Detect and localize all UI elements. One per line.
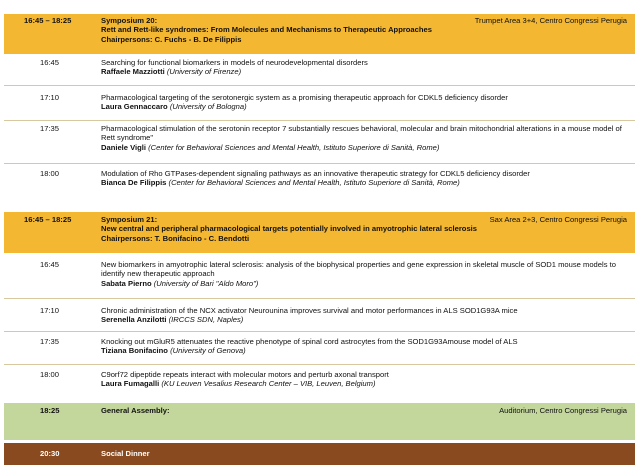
talk-affiliation: (University of Bologna) [169, 102, 247, 112]
talk-title: Searching for functional biomarkers in models of neurodevelopmental disorders [101, 58, 368, 67]
dinner-title: Social Dinner [101, 449, 150, 458]
talk-title: New biomarkers in amyotrophic lateral sclerosis: analysis of the biophysical properties and gene expression in skeletal muscle of SOD1 mouse models to identify new therapeutic approach [101, 260, 616, 279]
social-dinner-row [4, 443, 635, 465]
session-title: Symposium 21: [101, 215, 158, 224]
symposium-21-header [4, 212, 635, 253]
session-location: Sax Area 2+3, Centro Congressi Perugia [489, 215, 627, 224]
talk-affiliation: (Center for Behavioral Sciences and Mental Health, Istituto Superiore di Sanità, Rome) [168, 178, 460, 188]
session-chairpersons: Chairpersons: C. Fuchs - B. De Filippis [101, 34, 242, 44]
row-divider [4, 163, 635, 164]
session-subtitle: New central and peripheral pharmacological targets potentially involved in amyotrophic lateral sclerosis [101, 224, 478, 234]
talk-speaker: Daniele Vigli [101, 142, 147, 152]
talk-speaker: Bianca De Filippis [101, 178, 167, 188]
row-divider [4, 331, 635, 332]
talk-title: Pharmacological stimulation of the serotonin receptor 7 substantially rescues behavioral, molecular and brain mitochondrial alterations in a mouse model of Rett syndrome" [101, 124, 622, 143]
talk-speaker: Laura Fumagalli [101, 379, 160, 389]
session-subtitle: Rett and Rett-like syndromes: From Molecules and Mechanisms to Therapeutic Approaches [101, 25, 432, 35]
row-divider [4, 85, 635, 86]
row-divider [4, 120, 635, 121]
talk-speaker: Sabata Pierno [101, 278, 152, 288]
talk-time: 16:45 [40, 58, 60, 67]
row-divider [4, 364, 635, 365]
talk-affiliation: (IRCCS SDN, Naples) [166, 315, 244, 325]
talk-speaker: Serenella Anzilotti [101, 315, 167, 325]
session-title: Symposium 20: [101, 16, 158, 25]
assembly-location: Auditorium, Centro Congressi Perugia [499, 406, 627, 415]
talk-affiliation: (University of Bari "Aldo Moro") [153, 278, 259, 288]
talk-time: 17:10 [40, 306, 60, 315]
talk-time: 17:35 [40, 124, 60, 133]
session-chairpersons: Chairpersons: T. Bonifacino - C. Bendotti [101, 233, 250, 243]
talk-title: Modulation of Rho GTPases-dependent signaling pathways as an innovative therapeutic strategy for CDKL5 deficiency disorder [101, 169, 530, 178]
talk-speaker: Raffaele Mazziotti [101, 67, 165, 77]
talk-time: 16:45 [40, 260, 60, 269]
talk-speaker: Laura Gennaccaro [101, 102, 168, 112]
session-location: Trumpet Area 3+4, Centro Congressi Perugia [474, 16, 627, 25]
general-assembly-row [4, 403, 635, 440]
talk-time: 17:35 [40, 337, 60, 346]
talk-time: 18:00 [40, 370, 60, 379]
talk-affiliation: (University of Firenze) [166, 67, 242, 77]
assembly-time: 18:25 [40, 406, 60, 415]
talk-title: C9orf72 dipeptide repeats interact with molecular motors and perturb axonal transport [101, 370, 389, 379]
assembly-title: General Assembly: [101, 406, 170, 415]
talk-time: 18:00 [40, 169, 60, 178]
talk-affiliation: (KU Leuven Vesalius Research Center – VIB, Leuven, Belgium) [161, 379, 376, 389]
symposium-20-header [4, 14, 635, 54]
session-time: 16:45 – 18:25 [24, 16, 72, 25]
talk-title: Knocking out mGluR5 attenuates the reactive phenotype of spinal cord astrocytes from the SOD1G93Amouse model of ALS [101, 337, 518, 346]
session-time: 16:45 – 18:25 [24, 215, 72, 224]
talk-speaker: Tiziana Bonifacino [101, 346, 168, 356]
dinner-time: 20:30 [40, 449, 60, 458]
talk-affiliation: (Center for Behavioral Sciences and Mental Health, Istituto Superiore di Sanità, Rome) [148, 142, 440, 152]
talk-affiliation: (University of Genova) [170, 346, 246, 356]
row-divider [4, 298, 635, 299]
talk-time: 17:10 [40, 93, 60, 102]
talk-title: Chronic administration of the NCX activator Neurounina improves survival and motor performances in ALS SOD1G93A mice [101, 306, 518, 315]
talk-title: Pharmacological targeting of the serotonergic system as a promising therapeutic approach for CDKL5 deficiency disorder [101, 93, 508, 102]
